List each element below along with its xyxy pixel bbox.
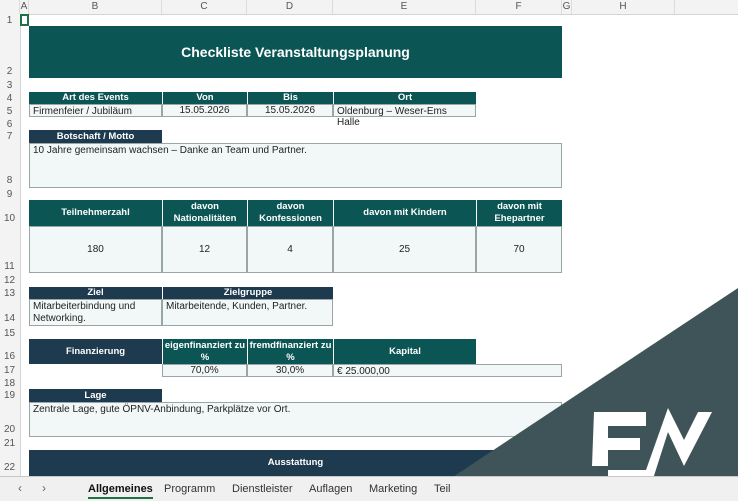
row-header[interactable]: 22 — [3, 462, 16, 473]
table-header: davon mit Ehepartner — [476, 200, 562, 226]
participants-nationalities-cell[interactable]: 12 — [162, 226, 247, 273]
page-title: Checkliste Veranstaltungsplanung — [29, 26, 562, 78]
external-financed-cell[interactable]: 30,0% — [247, 364, 333, 377]
row-header[interactable]: 6 — [6, 119, 13, 130]
table-header: davon mit Kindern — [333, 200, 476, 226]
event-type-cell[interactable]: Firmenfeier / Jubiläum — [29, 104, 162, 117]
column-header[interactable]: H — [572, 0, 675, 14]
tab-teil[interactable]: Teil — [434, 483, 451, 495]
event-location-cell[interactable]: Oldenburg – Weser-Ems Halle — [333, 104, 476, 117]
location-cell[interactable]: Zentrale Lage, gute ÖPNV-Anbindung, Parkplätze vor Ort. — [29, 402, 562, 437]
sheet-tabs-bar — [0, 476, 738, 501]
finance-label: Finanzierung — [29, 339, 162, 364]
participants-total-cell[interactable]: 180 — [29, 226, 162, 273]
equipment-header: Ausstattung — [29, 450, 562, 476]
column-header[interactable]: F — [476, 0, 562, 14]
row-header[interactable]: 17 — [3, 365, 16, 376]
row-header[interactable]: 15 — [3, 328, 16, 339]
column-header[interactable]: E — [333, 0, 476, 14]
motto-header: Botschaft / Motto — [29, 130, 162, 143]
participants-children-cell[interactable]: 25 — [333, 226, 476, 273]
row-header[interactable]: 16 — [3, 351, 16, 362]
row-header[interactable]: 2 — [6, 66, 13, 77]
table-header: Bis — [247, 92, 333, 104]
row-header[interactable]: 3 — [6, 80, 13, 91]
table-header: fremdfinanziert zu % — [247, 339, 333, 364]
table-header: davon Konfessionen — [247, 200, 333, 226]
row-header[interactable]: 11 — [4, 261, 15, 272]
row-header[interactable]: 9 — [6, 189, 13, 200]
tab-marketing[interactable]: Marketing — [369, 483, 418, 495]
column-header[interactable]: D — [247, 0, 333, 14]
row-header[interactable]: 14 — [3, 313, 16, 324]
table-header: Teilnehmerzahl — [29, 200, 162, 226]
row-header[interactable]: 1 — [6, 15, 13, 26]
location-header: Lage — [29, 389, 162, 402]
column-header[interactable]: B — [29, 0, 162, 14]
goal-cell[interactable]: Mitarbeiterbindung und Networking. — [29, 299, 162, 326]
row-header[interactable]: 12 — [3, 275, 16, 286]
column-header[interactable]: C — [162, 0, 247, 14]
tab-dienstleister[interactable]: Dienstleister — [232, 483, 293, 495]
table-header: Zielgruppe — [162, 287, 333, 299]
row-header[interactable]: 20 — [3, 424, 16, 435]
tab-scroll-right-icon[interactable]: › — [42, 481, 46, 495]
row-header[interactable]: 10 — [3, 213, 16, 224]
table-header: Ort — [333, 92, 476, 104]
event-from-cell[interactable]: 15.05.2026 — [162, 104, 247, 117]
event-to-cell[interactable]: 15.05.2026 — [247, 104, 333, 117]
capital-cell[interactable]: € 25.000,00 — [333, 364, 562, 377]
row-header[interactable]: 13 — [3, 288, 16, 299]
row-header[interactable]: 8 — [6, 175, 13, 186]
row-header[interactable]: 19 — [3, 390, 16, 401]
tab-scroll-left-icon[interactable]: ‹ — [18, 481, 22, 495]
column-header[interactable]: G — [562, 1, 571, 12]
participants-spouse-cell[interactable]: 70 — [476, 226, 562, 273]
target-group-cell[interactable]: Mitarbeitende, Kunden, Partner. — [162, 299, 333, 326]
self-financed-cell[interactable]: 70,0% — [162, 364, 247, 377]
table-header: davon Nationalitäten — [162, 200, 247, 226]
table-header: Art des Events — [29, 92, 162, 104]
tab-auflagen[interactable]: Auflagen — [309, 483, 353, 495]
row-header[interactable]: 18 — [3, 378, 16, 389]
row-header[interactable]: 7 — [6, 131, 13, 142]
participants-confessions-cell[interactable]: 4 — [247, 226, 333, 273]
row-header[interactable]: 4 — [6, 93, 13, 104]
watermark-triangle — [418, 288, 738, 500]
row-header[interactable]: 21 — [3, 438, 16, 449]
tab-programm[interactable]: Programm — [164, 483, 216, 495]
table-header: Ziel — [29, 287, 162, 299]
table-header: eigenfinanziert zu % — [162, 339, 247, 364]
row-header[interactable]: 5 — [6, 106, 13, 117]
table-header: Von — [162, 92, 247, 104]
table-header: Kapital — [333, 339, 476, 364]
tab-allgemeines[interactable]: Allgemeines — [88, 479, 153, 499]
column-header[interactable]: A — [20, 1, 28, 12]
motto-cell[interactable]: 10 Jahre gemeinsam wachsen – Danke an Team und Partner. — [29, 143, 562, 188]
